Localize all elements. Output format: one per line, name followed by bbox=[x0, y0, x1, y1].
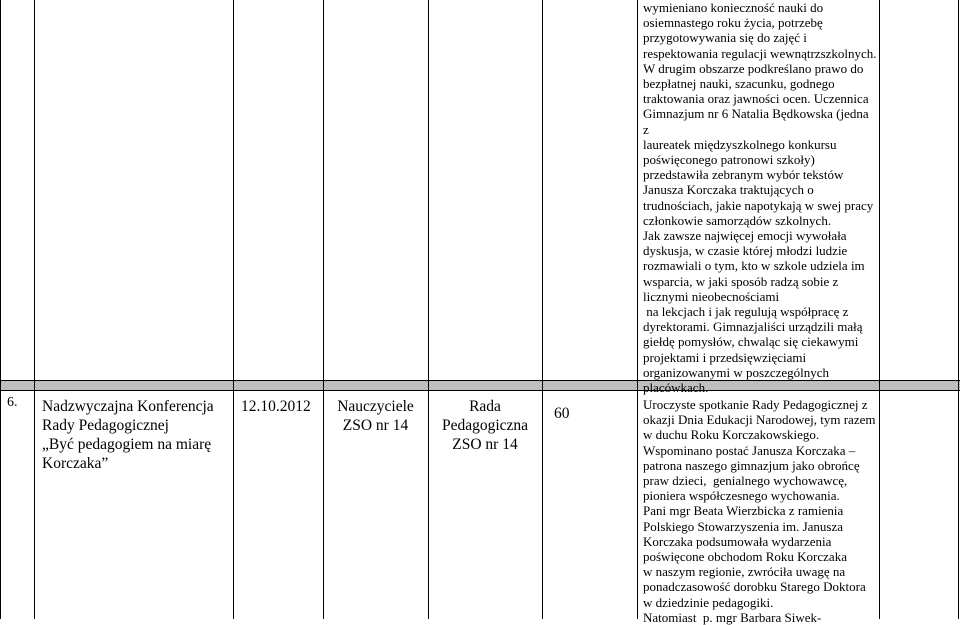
text-line: w dziedzinie pedagogiki. bbox=[643, 594, 774, 610]
organizer-line: ZSO nr 14 bbox=[452, 436, 518, 453]
participants-cell bbox=[323, 397, 428, 435]
event-date: 12.10.2012 bbox=[241, 398, 311, 415]
organizer-line: Pedagogiczna bbox=[441, 417, 529, 434]
text-line: Polskiego Stowarzyszenia im. Janusza bbox=[643, 518, 844, 534]
text-line: bezpłatnej nauki, szacunku, godnego bbox=[643, 76, 835, 92]
table-border bbox=[428, 0, 429, 619]
row-number: 6. bbox=[7, 395, 18, 410]
event-title-line: Nadzwyczajna Konferencja bbox=[42, 398, 214, 415]
description-cell bbox=[643, 397, 877, 625]
text-line: osiemnastego roku życia, potrzebę bbox=[643, 15, 823, 31]
event-title-cell bbox=[42, 397, 232, 473]
text-line: Pani mgr Beata Wierzbicka z ramienia bbox=[643, 503, 844, 519]
text-line: dyskusja, w czasie której młodzi ludzie bbox=[643, 243, 848, 259]
table-border bbox=[34, 0, 35, 619]
text-line: licznymi nieobecnościami bbox=[643, 288, 780, 304]
text-line: respektowania regulacji wewnątrzszkolnych. bbox=[643, 45, 877, 61]
participants-line: Nauczyciele bbox=[337, 398, 414, 415]
text-line: dyrektorami. Gimnazjaliści urządzili małą bbox=[643, 319, 863, 335]
text-line: praw dzieci, genialnego wychowawcę, bbox=[643, 473, 848, 489]
table-border bbox=[542, 0, 543, 619]
text-line: na lekcjach i jak regulują współpracę z bbox=[643, 304, 849, 320]
event-title-line: Korczaka” bbox=[42, 455, 109, 472]
text-line: W drugim obszarze podkreślano prawo do bbox=[643, 60, 864, 76]
text-line: Natomiast p. mgr Barbara Siwek- bbox=[643, 609, 822, 625]
text-line: trudnościach, jakie napotykają w swej pracy bbox=[643, 197, 874, 213]
text-line: przedstawiła zebranym wybór tekstów bbox=[643, 167, 844, 183]
text-line: w naszym regionie, zwróciła uwagę na bbox=[643, 564, 846, 580]
text-line: pioniera współczesnego wychowania. bbox=[643, 488, 840, 504]
description-cell bbox=[643, 0, 877, 395]
text-line: Uroczyste spotkanie Rady Pedagogicznej z bbox=[643, 397, 868, 412]
text-line: w duchu Roku Korczakowskiego. bbox=[643, 427, 820, 443]
event-title-line: „Być pedagogiem na miarę bbox=[42, 436, 212, 453]
participant-count: 60 bbox=[554, 405, 570, 422]
text-line: poświęcone obchodom Roku Korczaka bbox=[643, 549, 847, 565]
participants-line: ZSO nr 14 bbox=[342, 417, 409, 434]
text-line: Jak zawsze najwięcej emocji wywołała bbox=[643, 228, 847, 244]
text-line: laureatek międzyszkolnego konkursu bbox=[643, 136, 837, 152]
text-line: Gimnazjum nr 6 Natalia Będkowska (jedna z bbox=[643, 106, 869, 137]
text-line: poświęconego patronowi szkoły) bbox=[643, 152, 815, 168]
table-border bbox=[879, 0, 880, 619]
text-line: wymieniano konieczność nauki do bbox=[643, 0, 824, 15]
table-border bbox=[323, 0, 324, 619]
organizer-cell bbox=[428, 397, 542, 454]
text-line: giełdę pomysłów, chwaląc się ciekawymi bbox=[643, 334, 859, 350]
organizer-line: Rada bbox=[469, 398, 501, 415]
event-title-line: Rady Pedagogicznej bbox=[42, 417, 169, 434]
text-line: rozmawiali o tym, kto w szkole udziela im bbox=[643, 258, 865, 274]
text-line: Korczaka podsumowała wydarzenia bbox=[643, 533, 832, 549]
text-line: projektami i przedsięwzięciami bbox=[643, 349, 807, 365]
text-line: traktowania oraz jawności ocen. Uczennica bbox=[643, 91, 869, 107]
text-line: ponadczasowość dorobku Starego Doktora bbox=[643, 579, 866, 595]
table-border bbox=[0, 0, 1, 619]
text-line: okazji Dnia Edukacji Narodowej, tym razem bbox=[643, 412, 876, 428]
table-border bbox=[637, 0, 638, 619]
text-line: przygotowywania się do zajęć i bbox=[643, 30, 807, 46]
text-line: organizowanymi w poszczególnych bbox=[643, 364, 830, 380]
text-line: Janusza Korczaka traktujących o bbox=[643, 182, 814, 198]
text-line: placówkach. bbox=[643, 380, 709, 396]
text-line: wsparcia, w jaki sposób radzą sobie z bbox=[643, 273, 839, 289]
text-line: Wspominano postać Janusza Korczaka – bbox=[643, 442, 856, 458]
table-border bbox=[958, 0, 959, 619]
text-line: patrona naszego gimnazjum jako obrońcę bbox=[643, 457, 860, 473]
text-line: członkowie samorządów szkolnych. bbox=[643, 212, 832, 228]
table-border bbox=[233, 0, 234, 619]
